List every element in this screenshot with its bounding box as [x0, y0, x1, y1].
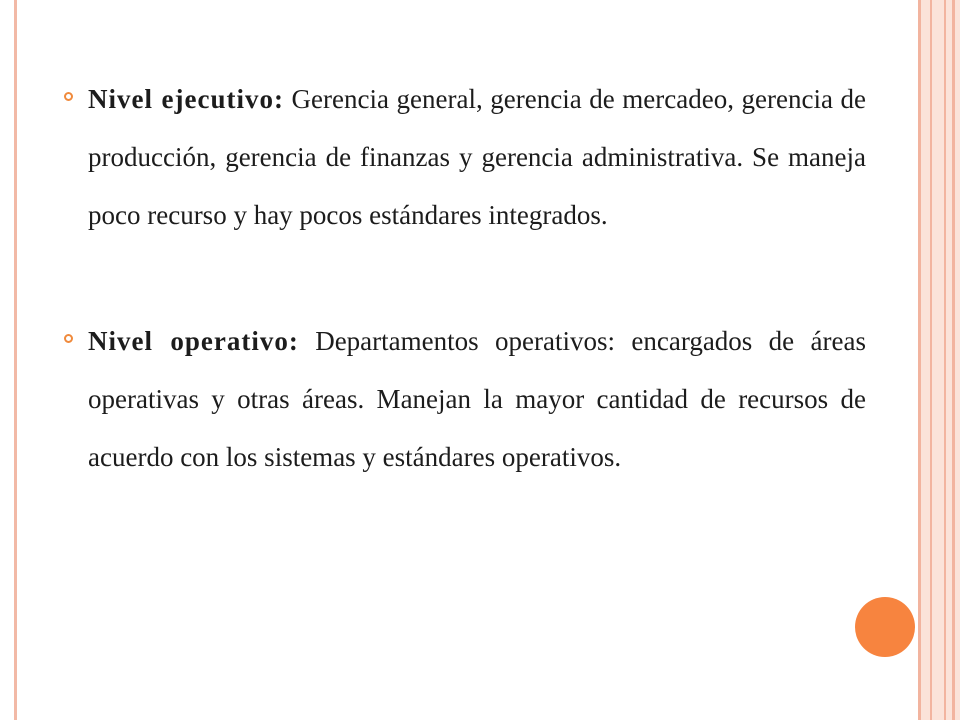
bullet-term: Nivel operativo: [88, 326, 299, 356]
bullet-item-nivel-operativo [64, 312, 866, 486]
bullet-circle-icon [64, 92, 73, 101]
right-stripe [930, 0, 932, 720]
orange-circle-decoration [855, 597, 915, 657]
bullet-text: Gerencia general, gerencia de mercadeo, gerencia de producción, gerencia de finanzas y gerencia administrativa. Se maneja poco recurso y hay pocos estándares integrados. [88, 84, 866, 230]
left-border-line [14, 0, 17, 720]
bullet-term: Nivel ejecutivo: [88, 84, 284, 114]
right-stripe [918, 0, 921, 720]
bullet-item-nivel-ejecutivo [64, 70, 866, 244]
right-stripe [952, 0, 955, 720]
right-stripe [944, 0, 946, 720]
bullet-list [64, 70, 866, 486]
bullet-text: Departamentos operativos: encargados de áreas operativas y otras áreas. Manejan la mayor cantidad de recursos de acuerdo con los sistemas y estándares operativos. [88, 326, 866, 472]
bullet-circle-icon [64, 334, 73, 343]
